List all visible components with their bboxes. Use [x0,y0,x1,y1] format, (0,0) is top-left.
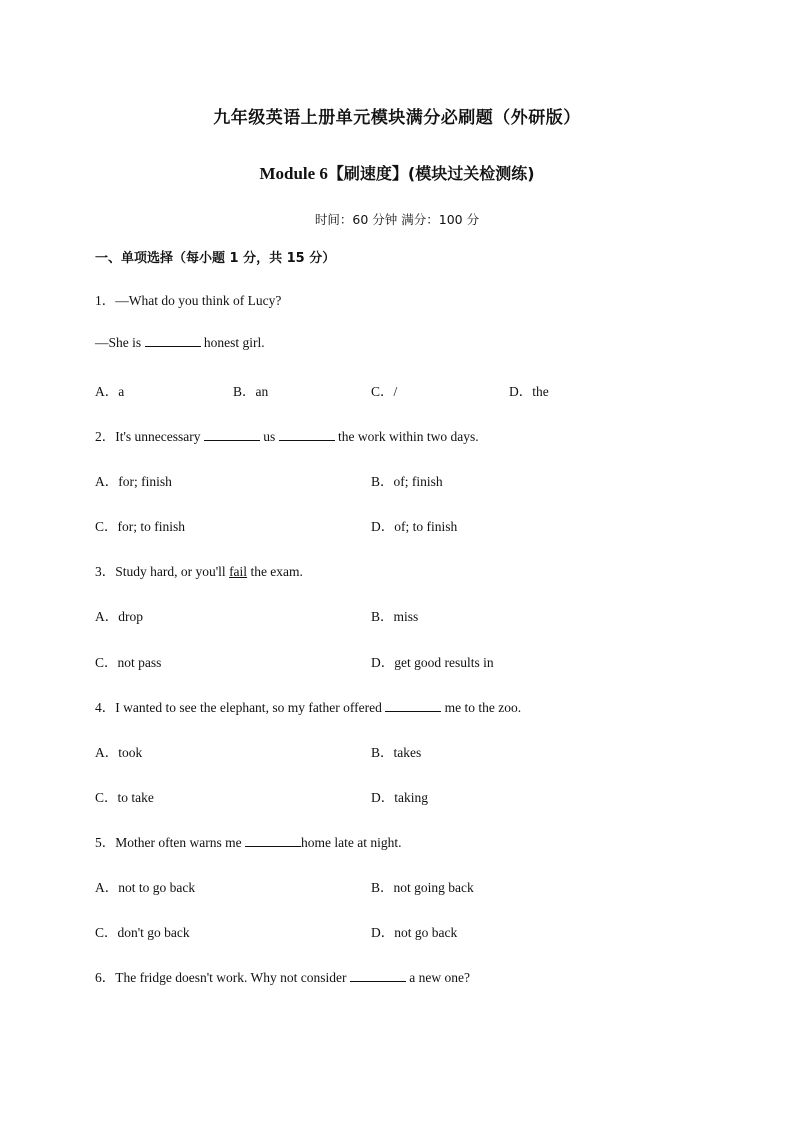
option-a[interactable]: A．took [95,745,143,760]
underlined-word: fail [229,564,248,579]
option-d[interactable]: D．get good results in [371,655,494,670]
answer-blank[interactable] [279,428,335,441]
question-stem: the work within two days. [334,429,479,444]
exam-time-and-score: 时间：60 分钟 满分：100 分 [314,212,480,227]
question-6 [95,966,470,986]
question-stem: me to the zoo. [441,700,522,715]
answer-blank[interactable] [245,834,301,847]
question-stem: —She is [95,335,145,350]
question-stem: us [259,429,279,444]
section-heading: 一、单项选择（每小题 1 分，共 15 分） [95,251,336,266]
question-stem: home late at night. [300,835,402,850]
question-4 [95,696,521,716]
option-b[interactable]: B．not going back [371,880,474,895]
question-stem: a new one? [405,970,470,985]
question-number: 2． [95,429,116,444]
option-d[interactable]: D．taking [371,790,428,805]
subtitle-practice-type: 【刷速度】(模块过关检测练) [327,164,535,183]
option-b[interactable]: B．an [233,384,269,399]
option-c[interactable]: C．not pass [95,655,162,670]
option-a[interactable]: A．a [95,384,125,399]
subtitle-module: Module 6 [259,164,328,183]
question-1 [95,289,281,309]
option-c[interactable]: C．for; to finish [95,519,185,534]
question-stem: —What do you think of Lucy? [115,293,282,308]
answer-blank[interactable] [204,428,260,441]
option-d[interactable]: D．of; to finish [371,519,458,534]
option-b[interactable]: B．miss [371,609,419,624]
question-stem: The fridge doesn't work. Why not consider [115,970,350,985]
question-stem: the exam. [247,564,303,579]
question-number: 3． [95,564,116,579]
question-5 [95,831,401,851]
question-number: 1． [95,293,116,308]
question-number: 4． [95,700,116,715]
question-number: 5． [95,835,116,850]
question-1-line-2 [95,334,265,351]
question-2 [95,425,479,445]
question-stem: Mother often warns me [115,835,245,850]
option-d[interactable]: D．not go back [371,925,458,940]
option-a[interactable]: A．for; finish [95,474,172,489]
option-a[interactable]: A．drop [95,609,143,624]
option-a[interactable]: A．not to go back [95,880,196,895]
question-stem: I wanted to see the elephant, so my father offered [115,700,386,715]
answer-blank[interactable] [385,699,441,712]
option-b[interactable]: B．takes [371,745,422,760]
question-stem: It's unnecessary [115,429,204,444]
answer-blank[interactable] [145,334,201,347]
document-title: 九年级英语上册单元模块满分必刷题（外研版） [213,108,581,128]
document-subtitle [0,161,794,184]
option-b[interactable]: B．of; finish [371,474,443,489]
option-c[interactable]: C．to take [95,790,154,805]
question-stem: honest girl. [200,335,265,350]
answer-blank[interactable] [350,969,406,982]
question-stem: Study hard, or you'll [115,564,230,579]
question-number: 6． [95,970,116,985]
option-c[interactable]: C．don't go back [95,925,190,940]
option-c[interactable]: C．/ [371,384,398,399]
option-d[interactable]: D．the [509,384,549,399]
question-3 [95,560,303,580]
